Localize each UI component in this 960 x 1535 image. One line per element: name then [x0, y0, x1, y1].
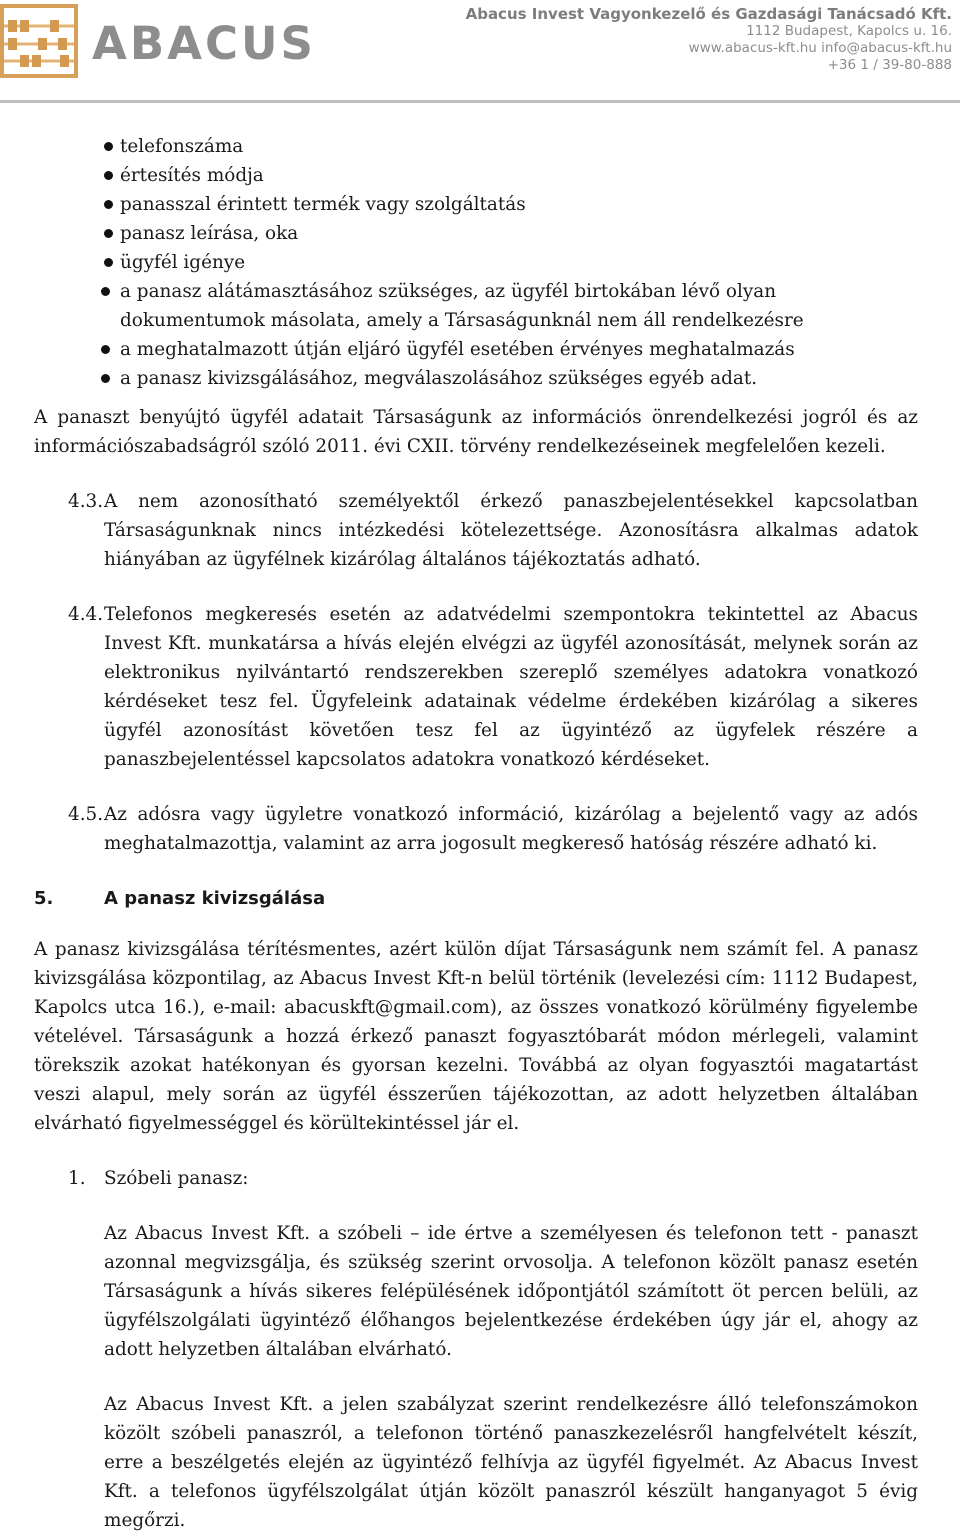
clause-number: 4.4. [68, 604, 104, 625]
list-item: a panasz alátámasztásához szükséges, az ügyfél birtokában lévő olyan dokumentumok másolata, amely a Társaságunknál nem áll rendelkezésre [34, 277, 918, 335]
section-title: A panasz kivizsgálása [104, 888, 326, 909]
letterhead [0, 0, 960, 105]
data-protection-paragraph: A panaszt benyújtó ügyfél adatait Társaságunk az információs önrendelkezési jogról és az információszabadságról szóló 2011. évi CXII. törvény rendelkezéseinek megfelelően kezeli. [34, 407, 918, 457]
investigation-paragraph: A panasz kivizsgálása térítésmentes, azért külön díjat Társaságunk nem számít fel. A panasz kivizsgálása központilag, az Abacus Invest Kft-n belül történik (levelezési cím: 1112 Budapest, Kapolcs utca 16.), e-mail: abacuskft@gmail.com), az összes vonatkozó körülmény figyelembe vételével. Társaságunk a hozzá érkező panaszt fogyasztóbarát módon mérlegeli, valamint törekszik azokat hatékonyan és gyorsan kezelni. Továbbá az olyan fogyasztói magatartást veszi alapul, mely során az ügyfél ésszerűen tájékozottan, az adott helyzetben általában elvárható figyelmességgel és körültekintéssel jár el. [34, 939, 918, 1134]
clause-4-5 [34, 800, 918, 858]
company-address: 1112 Budapest, Kapolcs u. 16. [746, 23, 952, 39]
list-item: telefonszáma [34, 132, 918, 161]
list-item: panasz leírása, oka [34, 219, 918, 248]
clause-4-3 [34, 487, 918, 574]
bullet-icon [101, 345, 110, 354]
list-item: a panasz kivizsgálásához, megválaszolásához szükséges egyéb adat. [34, 364, 918, 393]
oral-complaint-paragraph-2: Az Abacus Invest Kft. a jelen szabályzat szerint rendelkezésre álló telefonszámokon közölt szóbeli panaszról, a telefonon történő panaszkezelésről hangfelvételt készít, erre a beszélgetés elején az ügyintéző felhívja az ügyfél figyelmét. Az Abacus Invest Kft. a telefonos ügyfélszolgálat útján közölt panaszról készült hanganyagot 5 évig megőrzi. [104, 1394, 918, 1531]
clause-text: A nem azonosítható személyektől érkező panaszbejelentésekkel kapcsolatban Társaságunknak nincs intézkedési kötelezettsége. Azonosításra alkalmas adatok hiányában az ügyfélnek kizárólag általános tájékoztatás adható. [104, 491, 918, 570]
bullet-icon [104, 200, 113, 209]
abacus-logo-icon [0, 4, 78, 78]
brand-name: ABACUS [92, 17, 316, 70]
subsection-title: Szóbeli panasz: [104, 1168, 249, 1189]
clause-number: 4.3. [68, 491, 104, 512]
oral-complaint-paragraph-1: Az Abacus Invest Kft. a szóbeli – ide értve a személyesen és telefonon tett - panaszt azonnal megvizsgálja, és szükség szerint orvosolja. A telefonon közölt panasz esetén Társaságunk a hívás sikeres felépülésének időpontjától számított öt percen belüli, az ügyfélszolgálati ügyintéző élőhangos bejelentkezése érdekében úgy jár el, ahogy az adott helyzetben általában elvárható. [104, 1223, 918, 1360]
list-item: panasszal érintett termék vagy szolgáltatás [34, 190, 918, 219]
bullet-icon [104, 142, 113, 151]
company-name: Abacus Invest Vagyonkezelő és Gazdasági Tanácsadó Kft. [465, 5, 952, 23]
company-info [466, 5, 952, 74]
section-heading [34, 884, 918, 913]
bullet-icon [104, 171, 113, 180]
clause-number: 4.5. [68, 804, 104, 825]
document-body [34, 132, 918, 1535]
list-item: értesítés módja [34, 161, 918, 190]
subsection-heading [34, 1164, 918, 1193]
clause-text: Telefonos megkeresés esetén az adatvédelmi szempontokra tekintettel az Abacus Invest Kft. munkatársa a hívás elején elvégzi az ügyfél azonosítását, melynek során az elektronikus nyilvántartó rendszerekben szereplő személyes adatokra vonatkozó kérdéseket tesz fel. Ügyfeleink adatainak védelme érdekében kizárólag a sikeres ügyfél azonosítást követően tesz fel az ügyintéző az ügyfelek részére a panaszbejelentéssel kapcsolatos adatokra vonatkozó kérdéseket. [104, 604, 918, 770]
clause-4-4 [34, 600, 918, 774]
list-item: a meghatalmazott útján eljáró ügyfél esetében érvényes meghatalmazás [34, 335, 918, 364]
bullet-icon [101, 287, 110, 296]
bullet-icon [101, 374, 110, 383]
bullet-icon [104, 258, 113, 267]
list-item: ügyfél igénye [34, 248, 918, 277]
section-number: 5. [34, 888, 54, 909]
clause-text: Az adósra vagy ügyletre vonatkozó információ, kizárólag a bejelentő vagy az adós meghatalmazottja, valamint az arra jogosult megkereső hatóság részére adható ki. [104, 804, 918, 854]
company-web-email: www.abacus-kft.hu info@abacus-kft.hu [688, 40, 952, 56]
company-phone: +36 1 / 39-80-888 [827, 57, 952, 73]
bullet-icon [104, 229, 113, 238]
subsection-number: 1. [68, 1168, 86, 1189]
bullet-list [34, 132, 918, 393]
header-divider [0, 100, 960, 103]
